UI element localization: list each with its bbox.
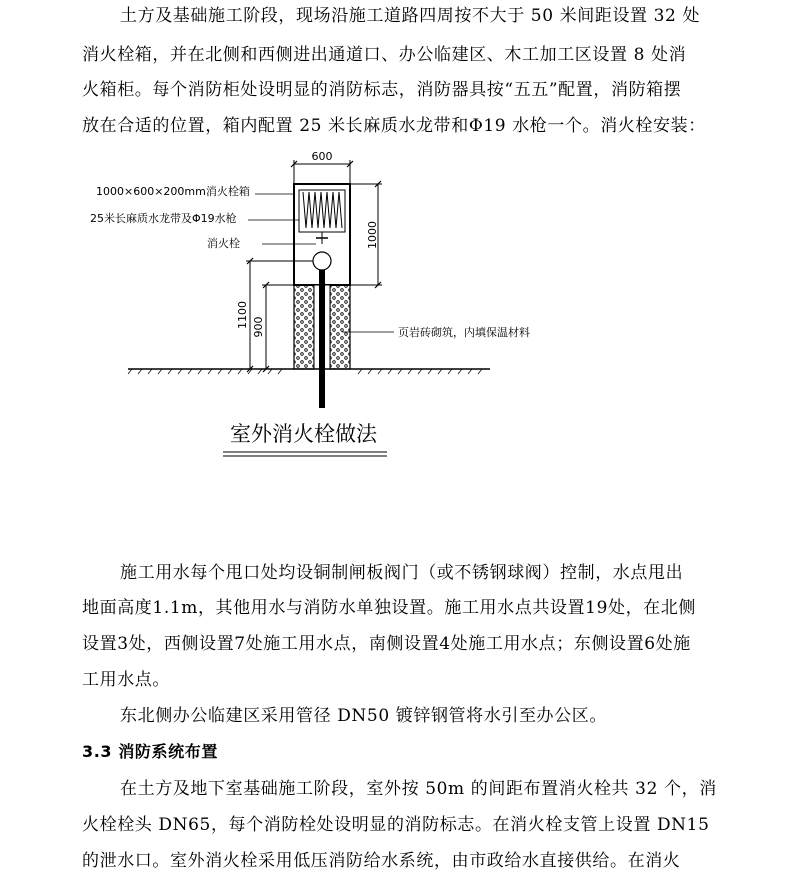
dimension-900 bbox=[252, 282, 294, 372]
paragraph1-line: 火箱柜。每个消防柜处设明显的消防标志，消防器具按“五五”配置，消防箱摆 bbox=[82, 80, 682, 100]
label-hydrant: 消火栓 bbox=[207, 237, 240, 250]
label-cabinet: 1000×600×200mm消火栓箱 bbox=[96, 185, 250, 198]
paragraph3-line: 东北侧办公临建区采用管径 DN50 镀锌钢管将水引至办公区。 bbox=[120, 706, 607, 726]
paragraph1-line: 消火栓箱，并在北侧和西侧进出通道口、办公临建区、木工加工区设置 8 处消 bbox=[82, 45, 687, 65]
dimension-box-height bbox=[350, 181, 382, 288]
paragraph2-line: 地面高度1.1m，其他用水与消防水单独设置。施工用水点共设置19处，在北侧 bbox=[82, 598, 696, 618]
paragraph2-line: 工用水点。 bbox=[82, 670, 170, 690]
label-hose: 25米长麻质水龙带及Φ19水枪 bbox=[90, 212, 237, 225]
hydrant-installation-diagram bbox=[0, 140, 797, 470]
hydrant-valve-icon bbox=[313, 252, 331, 270]
masonry-base-left bbox=[294, 285, 314, 369]
supply-pipe bbox=[319, 270, 325, 408]
paragraph2-line: 施工用水每个甩口处均设铜制闸板阀门（或不锈钢球阀）控制，水点甩出 bbox=[120, 563, 684, 583]
paragraph4-line: 的泄水口。室外消火栓采用低压消防给水系统，由市政给水直接供给。在消火 bbox=[82, 851, 681, 871]
section-heading: 3.3 消防系统布置 bbox=[82, 742, 218, 761]
paragraph1-line: 土方及基础施工阶段，现场沿施工道路四周按不大于 50 米间距设置 32 处 bbox=[120, 6, 701, 26]
dim-900-label: 900 bbox=[252, 316, 265, 338]
dim-box-height-label: 1000 bbox=[366, 221, 379, 249]
dim-1100-label: 1100 bbox=[236, 301, 249, 329]
diagram-caption: 室外消火栓做法 bbox=[230, 422, 377, 446]
dimension-width bbox=[291, 150, 353, 184]
paragraph1-line: 放在合适的位置，箱内配置 25 米长麻质水龙带和Φ19 水枪一个。消火栓安装： bbox=[82, 116, 706, 136]
paragraph2-line: 设置3处，西侧设置7处施工用水点，南侧设置4处施工用水点；东侧设置6处施 bbox=[82, 634, 691, 654]
paragraph4-line: 在土方及地下室基础施工阶段，室外按 50m 的间距布置消火栓共 32 个，消 bbox=[120, 779, 717, 799]
paragraph4-line: 火栓栓头 DN65，每个消防栓处设明显的消防标志。在消火栓支管上设置 DN15 bbox=[82, 815, 710, 835]
masonry-base-right bbox=[330, 285, 350, 369]
dim-width-label: 600 bbox=[311, 150, 333, 163]
label-masonry: 页岩砖砌筑，内填保温材料 bbox=[398, 326, 530, 339]
